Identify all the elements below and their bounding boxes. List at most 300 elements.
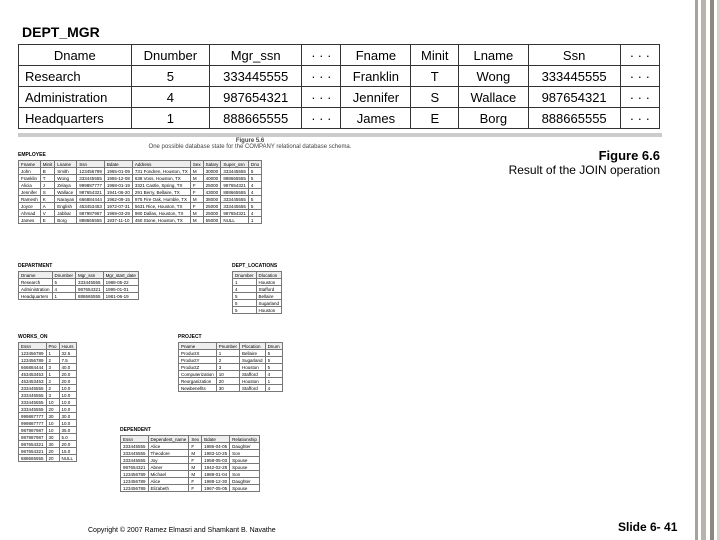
dept-mgr-cell: E [411, 108, 459, 129]
table-cell: John [19, 168, 41, 175]
table-cell: 999887777 [77, 182, 105, 189]
table-row [179, 378, 283, 385]
table-cell: 5 [52, 279, 76, 286]
table-cell: 1972-07-31 [104, 203, 132, 210]
table-cell: 291 Berry, Bellaire, TX [132, 189, 190, 196]
table-row [121, 478, 260, 485]
dept-mgr-cell: Headquarters [19, 108, 132, 129]
department-table-block [18, 263, 139, 300]
table-cell: 5631 Rice, Houston, TX [132, 203, 190, 210]
header-cell: Plocation [240, 343, 266, 350]
dept-mgr-cell: Administration [19, 87, 132, 108]
table-cell: M [189, 450, 202, 457]
table-cell: 987654321 [77, 189, 105, 196]
header-cell: Mgr_ssn [76, 272, 104, 279]
table-row [233, 293, 282, 300]
table-cell: A [40, 203, 55, 210]
table-row [233, 300, 282, 307]
table-cell: 20.0 [59, 378, 76, 385]
header-cell: Bdate [104, 161, 132, 168]
figure-6-6-caption [490, 148, 660, 177]
table-cell: 638 Voss, Houston, TX [132, 175, 190, 182]
table-cell: F [189, 457, 202, 464]
table-cell: Daughter [230, 443, 260, 450]
table-cell: 10.0 [59, 392, 76, 399]
table-cell: 888665555 [19, 455, 47, 462]
table-row [19, 168, 262, 175]
table-cell: 888665555 [221, 189, 249, 196]
header-cell: Fname [19, 161, 41, 168]
table-row [19, 203, 262, 210]
header-cell: Dnum [265, 343, 282, 350]
table-cell: Headquarters [19, 293, 53, 300]
table-cell: 40.0 [59, 364, 76, 371]
table-cell: 20 [46, 448, 59, 455]
table-cell: 1 [46, 350, 59, 357]
table-cell: 30 [46, 441, 59, 448]
table-cell: 1 [233, 279, 257, 286]
table-cell: 20.0 [59, 441, 76, 448]
slide-side-stripes [692, 0, 720, 540]
dept-mgr-cell: Wong [459, 66, 528, 87]
table-cell: 10.0 [59, 406, 76, 413]
dept-mgr-header-cell: · · · [302, 45, 341, 66]
dept-mgr-cell: · · · [620, 87, 659, 108]
header-cell: Salary [203, 161, 221, 168]
dept-mgr-cell: · · · [302, 108, 341, 129]
table-row [19, 392, 77, 399]
table-cell: Wallace [55, 189, 77, 196]
table-cell: Houston [240, 364, 266, 371]
table-row [19, 217, 262, 224]
header-cell: Super_ssn [221, 161, 249, 168]
table-cell: ProductY [179, 357, 217, 364]
table-cell: 123456789 [121, 485, 149, 492]
table-cell: 3 [46, 392, 59, 399]
table-cell: 450 Stone, Houston, TX [132, 217, 190, 224]
table-row [121, 485, 260, 492]
table-row [179, 350, 283, 357]
table-cell: 30 [46, 434, 59, 441]
header-cell: Lname [55, 161, 77, 168]
table-cell: 3 [216, 364, 239, 371]
figure-6-6-text: Result of the JOIN operation [508, 163, 660, 177]
dept-mgr-row [19, 108, 660, 129]
table-cell: B [40, 168, 55, 175]
table-row [19, 293, 139, 300]
table-cell: 2 [46, 357, 59, 364]
header-cell: Hours [59, 343, 76, 350]
table-cell: 3321 Castle, Spring, TX [132, 182, 190, 189]
table-cell: 123456789 [121, 471, 149, 478]
dept-locations-title: DEPT_LOCATIONS [232, 263, 278, 269]
table-cell: 333445555 [221, 168, 249, 175]
table-cell: 1983-10-25 [202, 450, 230, 457]
table-cell: 980 Dallas, Houston, TX [132, 210, 190, 217]
table-cell: 1988-05-22 [103, 279, 138, 286]
table-row [19, 350, 77, 357]
table-cell: 1 [248, 217, 261, 224]
employee-table [18, 160, 262, 224]
table-cell: 1937-11-10 [104, 217, 132, 224]
employee-table-block [18, 152, 262, 224]
table-cell: Son [230, 450, 260, 457]
header-cell: Mgr_start_date [103, 272, 138, 279]
table-row [19, 448, 77, 455]
header-cell: Dnumber [52, 272, 76, 279]
table-cell: 2 [216, 357, 239, 364]
table-cell: 55000 [203, 217, 221, 224]
table-row [121, 450, 260, 457]
table-cell: 4 [52, 286, 76, 293]
table-cell: 975 Fire Oak, Humble, TX [132, 196, 190, 203]
table-row [19, 420, 77, 427]
table-cell: 999887777 [19, 420, 47, 427]
table-cell: 1962-09-15 [104, 196, 132, 203]
table-cell: 15.0 [59, 448, 76, 455]
table-cell: F [189, 485, 202, 492]
project-table-block [178, 334, 283, 392]
table-cell: ProductZ [179, 364, 217, 371]
table-cell: Reorganization [179, 378, 217, 385]
header-cell: Dependent_name [148, 436, 189, 443]
table-row [19, 427, 77, 434]
dept-mgr-cell: · · · [302, 66, 341, 87]
table-cell: Theodore [148, 450, 189, 457]
table-cell: 40000 [203, 175, 221, 182]
table-cell: Alice [148, 478, 189, 485]
table-row [19, 455, 77, 462]
table-cell: 20 [216, 378, 239, 385]
table-row [121, 464, 260, 471]
table-cell: 4 [265, 385, 282, 392]
dept-mgr-cell: · · · [620, 108, 659, 129]
table-cell: Research [19, 279, 53, 286]
table-cell: M [189, 471, 202, 478]
table-cell: 43000 [203, 189, 221, 196]
table-row [179, 371, 283, 378]
dept-mgr-cell: Research [19, 66, 132, 87]
table-cell: 987654321 [121, 464, 149, 471]
works-on-title: WORKS_ON [18, 334, 48, 340]
table-cell: 5 [265, 350, 282, 357]
table-cell: 1968-01-19 [104, 182, 132, 189]
table-cell: F [190, 203, 203, 210]
table-cell: 123456789 [19, 350, 47, 357]
table-cell: 4 [248, 210, 261, 217]
table-cell: 30.0 [59, 413, 76, 420]
dept-mgr-header-cell: Ssn [528, 45, 620, 66]
table-cell: 453453453 [19, 378, 47, 385]
header-cell: Dnumber [233, 272, 257, 279]
table-cell: 333445555 [121, 450, 149, 457]
table-cell: Sugarland [240, 357, 266, 364]
table-row [19, 286, 139, 293]
table-cell: 1995-01-01 [103, 286, 138, 293]
table-cell: 10.0 [59, 399, 76, 406]
table-cell: 453453453 [19, 371, 47, 378]
table-row [19, 399, 77, 406]
header-cell: Essn [121, 436, 149, 443]
table-cell: 32.5 [59, 350, 76, 357]
table-cell: 5 [265, 357, 282, 364]
table-cell: Newbenefits [179, 385, 217, 392]
department-table [18, 271, 139, 300]
table-cell: Alice [148, 443, 189, 450]
table-cell: 987987987 [19, 427, 47, 434]
table-cell: 453453453 [77, 203, 105, 210]
table-cell: 987987987 [19, 434, 47, 441]
table-row [19, 189, 262, 196]
table-cell: Stafford [240, 371, 266, 378]
header-cell: Essn [19, 343, 47, 350]
table-cell: 333445555 [76, 279, 104, 286]
table-cell: M [190, 168, 203, 175]
table-cell: 987654321 [221, 210, 249, 217]
header-cell: Sex [190, 161, 203, 168]
table-cell: 25000 [203, 182, 221, 189]
table-cell: Narayan [55, 196, 77, 203]
table-row [19, 357, 77, 364]
table-cell: 20 [46, 455, 59, 462]
table-cell: Joy [148, 457, 189, 464]
table-row [19, 434, 77, 441]
table-cell: 4 [248, 189, 261, 196]
table-cell: Jabbar [55, 210, 77, 217]
table-cell: Joyce [19, 203, 41, 210]
table-cell: F [189, 478, 202, 485]
table-cell: 888665555 [76, 293, 104, 300]
table-cell: 1958-05-03 [202, 457, 230, 464]
dept-mgr-cell: Jennifer [341, 87, 411, 108]
table-cell: Stafford [240, 385, 266, 392]
table-cell: 2 [46, 385, 59, 392]
table-cell: NULL [221, 217, 249, 224]
dept-locations-table-block [232, 263, 282, 314]
dept-mgr-header-cell: Fname [341, 45, 411, 66]
table-cell: 5 [233, 307, 257, 314]
table-cell: Smith [55, 168, 77, 175]
table-cell: 123456789 [121, 478, 149, 485]
table-cell: Daughter [230, 478, 260, 485]
table-cell: 4 [248, 182, 261, 189]
table-row [179, 385, 283, 392]
table-row [19, 182, 262, 189]
table-cell: 666884444 [19, 364, 47, 371]
table-cell: 5 [233, 293, 257, 300]
table-row [121, 457, 260, 464]
table-cell: 10.0 [59, 420, 76, 427]
table-cell: 2 [46, 378, 59, 385]
header-cell: Pnumber [216, 343, 239, 350]
dept-mgr-header-cell: Minit [411, 45, 459, 66]
dept-mgr-cell: 1 [131, 108, 209, 129]
table-row [19, 279, 139, 286]
table-cell: M [190, 196, 203, 203]
table-cell: 38000 [203, 196, 221, 203]
department-title: DEPARTMENT [18, 263, 53, 269]
table-cell: F [190, 182, 203, 189]
table-cell: 3 [46, 364, 59, 371]
dept-locations-table [232, 271, 282, 314]
table-cell: 1942-02-28 [202, 464, 230, 471]
works-on-table [18, 342, 77, 462]
dept-mgr-cell: James [341, 108, 411, 129]
table-cell: 1967-05-05 [202, 485, 230, 492]
table-cell: 5 [265, 364, 282, 371]
table-row [19, 364, 77, 371]
table-cell: 10.0 [59, 385, 76, 392]
table-cell: 1986-04-05 [202, 443, 230, 450]
table-cell: 30000 [203, 168, 221, 175]
table-cell: 20.0 [59, 371, 76, 378]
table-cell: Wong [55, 175, 77, 182]
table-cell: 5 [233, 300, 257, 307]
dept-mgr-cell: 333445555 [528, 66, 620, 87]
table-cell: E [40, 217, 55, 224]
table-cell: Houston [240, 378, 266, 385]
dept-mgr-cell: 987654321 [528, 87, 620, 108]
table-cell: 333445555 [19, 399, 47, 406]
dept-mgr-header-cell: Dnumber [131, 45, 209, 66]
header-cell: Dno [248, 161, 261, 168]
table-cell: 333445555 [19, 406, 47, 413]
dept-mgr-cell: Wallace [459, 87, 528, 108]
dept-mgr-header-cell: Dname [19, 45, 132, 66]
table-row [19, 210, 262, 217]
table-cell: M [190, 210, 203, 217]
dept-mgr-cell: 888665555 [528, 108, 620, 129]
table-cell: 666884444 [77, 196, 105, 203]
figure-5-6-text: One possible database state for the COMPANY relational database schema. [148, 144, 352, 150]
table-cell: Administration [19, 286, 53, 293]
table-cell: 888665555 [77, 217, 105, 224]
table-cell: 888665555 [221, 175, 249, 182]
header-cell: Ssn [77, 161, 105, 168]
table-cell: Stafford [256, 286, 282, 293]
figure-divider [18, 133, 662, 137]
table-cell: Bellaire [256, 293, 282, 300]
table-cell: 1941-06-20 [104, 189, 132, 196]
table-cell: 1988-01-04 [202, 471, 230, 478]
table-cell: 987654321 [221, 182, 249, 189]
table-cell: Houston [256, 279, 282, 286]
table-cell: S [40, 189, 55, 196]
table-cell: 333445555 [221, 203, 249, 210]
table-row [233, 307, 282, 314]
table-cell: M [190, 217, 203, 224]
table-row [19, 441, 77, 448]
table-cell: 10 [46, 399, 59, 406]
table-cell: Spouse [230, 464, 260, 471]
table-cell: 10 [46, 420, 59, 427]
table-row [179, 357, 283, 364]
header-cell: Pno [46, 343, 59, 350]
table-cell: 1981-06-19 [103, 293, 138, 300]
header-cell: Dlocation [256, 272, 282, 279]
table-row [19, 371, 77, 378]
table-row [19, 413, 77, 420]
table-cell: 25000 [203, 210, 221, 217]
table-cell: 10 [46, 427, 59, 434]
table-cell: 35.0 [59, 427, 76, 434]
table-cell: 1 [52, 293, 76, 300]
table-cell: ProductX [179, 350, 217, 357]
table-cell: 1988-12-30 [202, 478, 230, 485]
header-cell: Dname [19, 272, 53, 279]
table-cell: 1 [46, 371, 59, 378]
table-cell: Bellaire [240, 350, 266, 357]
table-cell: 999887777 [19, 413, 47, 420]
header-cell: Minit [40, 161, 55, 168]
table-cell: 333445555 [121, 443, 149, 450]
table-cell: 987654321 [19, 448, 47, 455]
table-cell: 731 Fondren, Houston, TX [132, 168, 190, 175]
dependent-table-block [120, 427, 260, 492]
table-cell: 4 [265, 371, 282, 378]
dept-mgr-cell: 987654321 [210, 87, 302, 108]
table-cell: Spouse [230, 485, 260, 492]
header-cell: Pname [179, 343, 217, 350]
dept-mgr-header-cell: Mgr_ssn [210, 45, 302, 66]
table-cell: Houston [256, 307, 282, 314]
table-row [19, 406, 77, 413]
table-cell: 333445555 [19, 392, 47, 399]
project-title: PROJECT [178, 334, 202, 340]
table-cell: 7.5 [59, 357, 76, 364]
dept-mgr-cell: S [411, 87, 459, 108]
dept-mgr-row [19, 87, 660, 108]
table-cell: James [19, 217, 41, 224]
table-cell: 333445555 [19, 385, 47, 392]
table-cell: 1955-12-08 [104, 175, 132, 182]
table-row [19, 385, 77, 392]
table-cell: 333445555 [221, 196, 249, 203]
table-cell: 333445555 [121, 457, 149, 464]
table-cell: Elizabeth [148, 485, 189, 492]
dept-mgr-title: DEPT_MGR [22, 24, 100, 40]
dependent-table [120, 435, 260, 492]
table-cell: 1 [216, 350, 239, 357]
table-cell: Jennifer [19, 189, 41, 196]
figure-6-6-label: Figure 6.6 [598, 148, 660, 163]
table-cell: Sugarland [256, 300, 282, 307]
figure-5-6-caption [110, 138, 390, 150]
table-cell: 30 [46, 413, 59, 420]
table-cell: 5 [248, 203, 261, 210]
dept-mgr-cell: T [411, 66, 459, 87]
table-cell: Franklin [19, 175, 41, 182]
table-row [121, 443, 260, 450]
table-cell: F [189, 443, 202, 450]
dept-mgr-table-block [18, 22, 662, 129]
table-row [233, 279, 282, 286]
table-cell: 123456789 [77, 168, 105, 175]
employee-title: EMPLOYEE [18, 152, 46, 158]
table-cell: 25000 [203, 203, 221, 210]
table-row [121, 471, 260, 478]
table-cell: Zelaya [55, 182, 77, 189]
table-cell: M [189, 464, 202, 471]
table-row [179, 364, 283, 371]
table-cell: 123456789 [19, 357, 47, 364]
copyright-text: Copyright © 2007 Ramez Elmasri and Shamkant B. Navathe [88, 527, 276, 534]
dept-mgr-row [19, 66, 660, 87]
dept-mgr-table [18, 44, 660, 129]
dept-mgr-cell: · · · [302, 87, 341, 108]
table-cell: 5 [248, 168, 261, 175]
table-cell: 20 [46, 406, 59, 413]
